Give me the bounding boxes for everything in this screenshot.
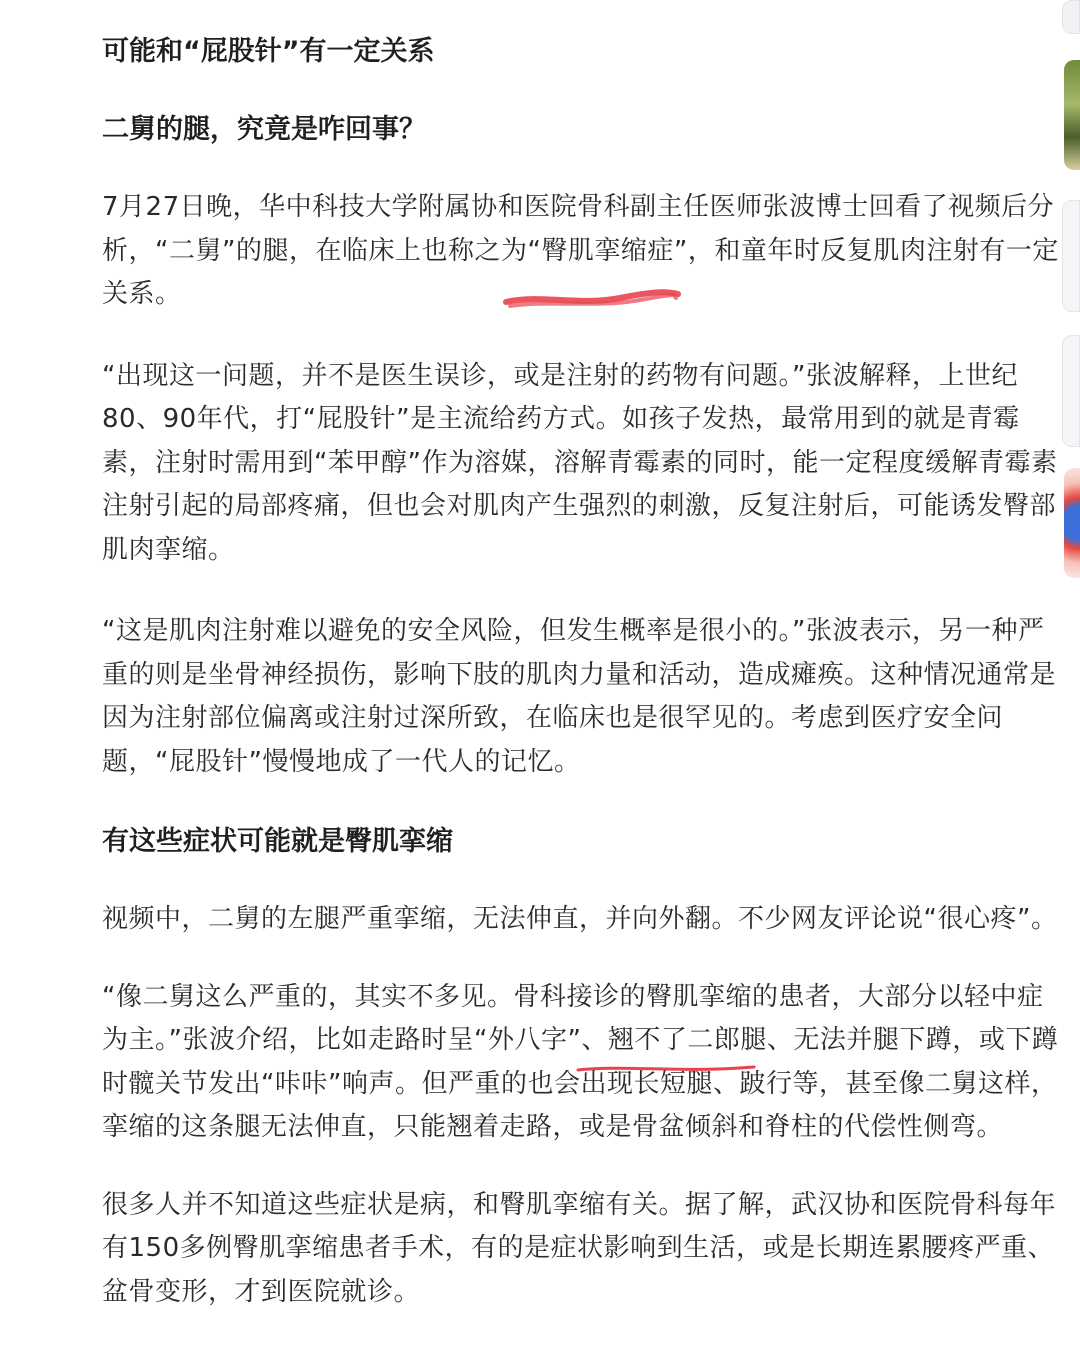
paragraph-video: 视频中，二舅的左腿严重挛缩，无法伸直，并向外翻。不少网友评论说“很心疼”。	[102, 904, 1058, 934]
section-heading-symptoms: 有这些症状可能就是臀肌挛缩	[102, 826, 453, 857]
thumbnail-card[interactable]	[1062, 0, 1080, 34]
section-heading-injection: 可能和“屁股针”有一定关系	[102, 36, 435, 67]
paragraph-statistics: 很多人并不知道这些症状是病，和臀肌挛缩有关。据了解，武汉协和医院骨科每年有150多例臀肌挛缩患者手术，有的是症状影响到生活，或是长期连累腰疼严重、盆骨变形，才到医院就诊。	[102, 1189, 1057, 1307]
thumbnail-card[interactable]	[1062, 335, 1080, 447]
paragraph-explanation: “出现这一问题，并不是医生误诊，或是注射的药物有问题。”张波解释，上世纪80、90年代，打“屁股针”是主流给药方式。如孩子发热，最常用到的就是青霉素，注射时需用到“苯甲醇”作为溶媒，溶解青霉素的同时，能一定程度缓解青霉素注射引起的局部疼痛，但也会对肌肉产生强烈的刺激，反复注射后，可能诱发臀部肌肉挛缩。	[102, 360, 1058, 565]
thumbnail-image[interactable]	[1064, 468, 1080, 578]
section-heading-leg: 二舅的腿，究竟是咋回事？	[102, 114, 426, 145]
paragraph-symptoms: “像二舅这么严重的，其实不多见。骨科接诊的臀肌挛缩的患者，大部分以轻中症为主。”张波介绍，比如走路时呈“外八字”、翘不了二郎腿、无法并腿下蹲，或下蹲时髋关节发出“咔咔”响声。但严重的也会出现长短腿、跛行等，甚至像二舅这样，挛缩的这条腿无法伸直，只能翘着走路，或是骨盆倾斜和脊柱的代偿性侧弯。	[102, 981, 1059, 1142]
related-thumbnails-strip	[1062, 0, 1080, 1363]
article-body	[102, 30, 1062, 1314]
paragraph-diagnosis: 7月27日晚，华中科技大学附属协和医院骨科副主任医师张波博士回看了视频后分析，“二舅”的腿，在临床上也称之为“臀肌挛缩症”，和童年时反复肌肉注射有一定关系。	[102, 192, 1059, 309]
thumbnail-image[interactable]	[1064, 60, 1080, 170]
paragraph-risk: “这是肌肉注射难以避免的安全风险，但发生概率是很小的。”张波表示，另一种严重的则是坐骨神经损伤，影响下肢的肌肉力量和活动，造成瘫痪。这种情况通常是因为注射部位偏离或注射过深所致，在临床也是很罕见的。考虑到医疗安全问题，“屁股针”慢慢地成了一代人的记忆。	[102, 616, 1057, 777]
thumbnail-card[interactable]	[1062, 200, 1080, 312]
